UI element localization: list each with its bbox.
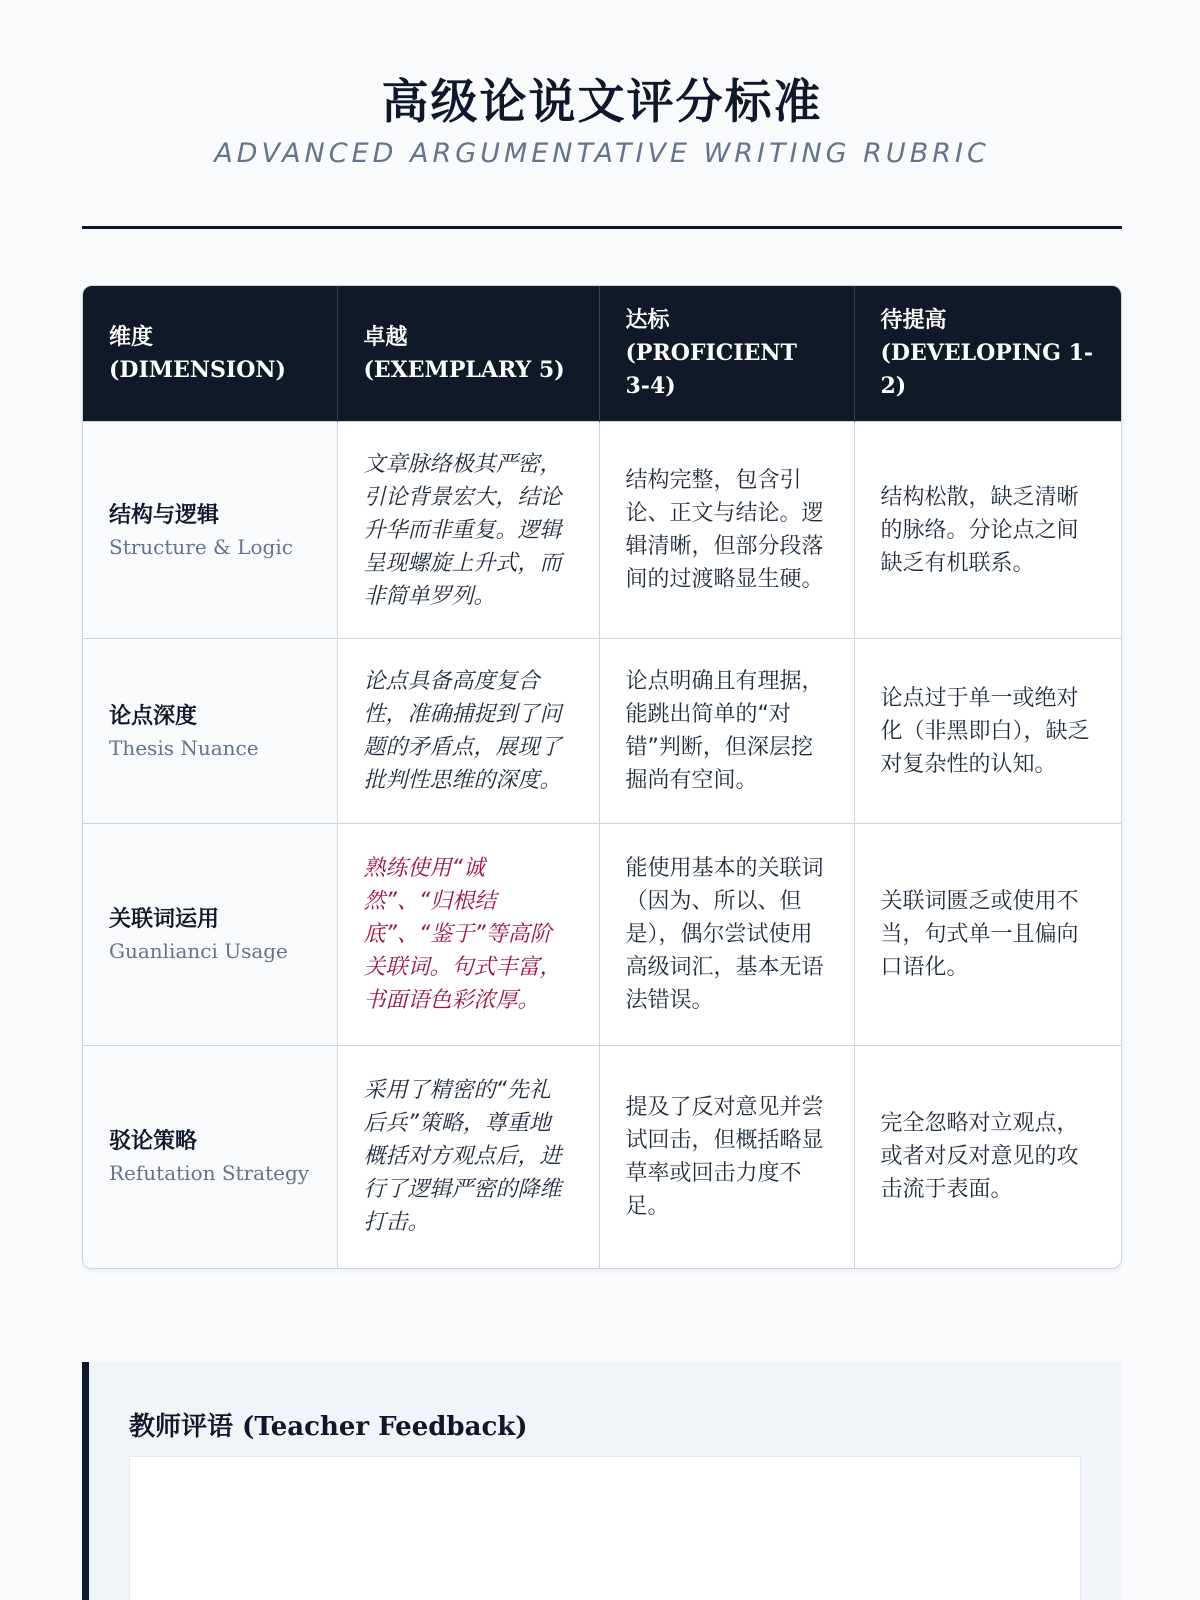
table-row — [83, 422, 1121, 639]
table-row — [83, 824, 1121, 1046]
exemplary-cell: 文章脉络极其严密，引论背景宏大，结论升华而非重复。逻辑呈现螺旋上升式，而非简单罗列。 — [337, 422, 599, 639]
developing-cell: 结构松散，缺乏清晰的脉络。分论点之间缺乏有机联系。 — [854, 422, 1121, 639]
exemplary-cell-highlighted: 熟练使用“诚然”、“归根结底”、“鉴于”等高阶关联词。句式丰富，书面语色彩浓厚。 — [337, 824, 599, 1046]
page-title: 高级论说文评分标准 — [381, 75, 823, 130]
dimension-name: 结构与逻辑 — [109, 502, 220, 528]
column-header-dimension: 维度 (DIMENSION) — [83, 286, 337, 422]
table-row — [83, 1046, 1121, 1268]
exemplary-cell: 采用了精密的“先礼后兵”策略，尊重地概括对方观点后，进行了逻辑严密的降维打击。 — [337, 1046, 599, 1268]
developing-cell: 完全忽略对立观点，或者对反对意见的攻击流于表面。 — [854, 1046, 1121, 1268]
dimension-cell — [83, 639, 337, 824]
proficient-cell: 结构完整，包含引论、正文与结论。逻辑清晰，但部分段落间的过渡略显生硬。 — [599, 422, 854, 639]
exemplary-cell: 论点具备高度复合性，准确捕捉到了问题的矛盾点，展现了批判性思维的深度。 — [337, 639, 599, 824]
developing-cell: 关联词匮乏或使用不当，句式单一且偏向口语化。 — [854, 824, 1121, 1046]
dimension-name: 驳论策略 — [109, 1129, 198, 1155]
column-header-developing: 待提高 (DEVELOPING 1-2) — [854, 286, 1121, 422]
proficient-cell: 提及了反对意见并尝试回击，但概括略显草率或回击力度不足。 — [599, 1046, 854, 1268]
table-header-row — [83, 286, 1121, 422]
teacher-feedback-section — [82, 1362, 1122, 1600]
column-header-proficient: 达标 (PROFICIENT 3-4) — [599, 286, 854, 422]
proficient-cell: 能使用基本的关联词（因为、所以、但是），偶尔尝试使用高级词汇，基本无语法错误。 — [599, 824, 854, 1046]
dimension-name: 关联词运用 — [109, 907, 220, 932]
feedback-title: 教师评语 (Teacher Feedback) — [129, 1412, 528, 1442]
proficient-cell: 论点明确且有理据，能跳出简单的“对错”判断，但深层挖掘尚有空间。 — [599, 639, 854, 824]
rubric-table-container — [82, 285, 1122, 1269]
table-row — [83, 639, 1121, 824]
dimension-cell — [83, 824, 337, 1046]
dimension-english: Structure & Logic — [109, 534, 293, 559]
dimension-english: Guanlianci Usage — [109, 939, 288, 963]
header-divider — [82, 226, 1122, 229]
page-header — [82, 70, 1122, 172]
dimension-cell — [83, 422, 337, 639]
developing-cell: 论点过于单一或绝对化（非黑即白），缺乏对复杂性的认知。 — [854, 639, 1121, 824]
dimension-english: Thesis Nuance — [109, 735, 259, 760]
rubric-table — [83, 286, 1121, 1268]
feedback-input-area[interactable] — [129, 1456, 1081, 1600]
dimension-name: 论点深度 — [109, 703, 198, 729]
dimension-english: Refutation Strategy — [109, 1161, 310, 1186]
dimension-cell — [83, 1046, 337, 1268]
column-header-exemplary: 卓越 (EXEMPLARY 5) — [337, 286, 599, 422]
page-subtitle: ADVANCED ARGUMENTATIVE WRITING RUBRIC — [214, 138, 990, 169]
